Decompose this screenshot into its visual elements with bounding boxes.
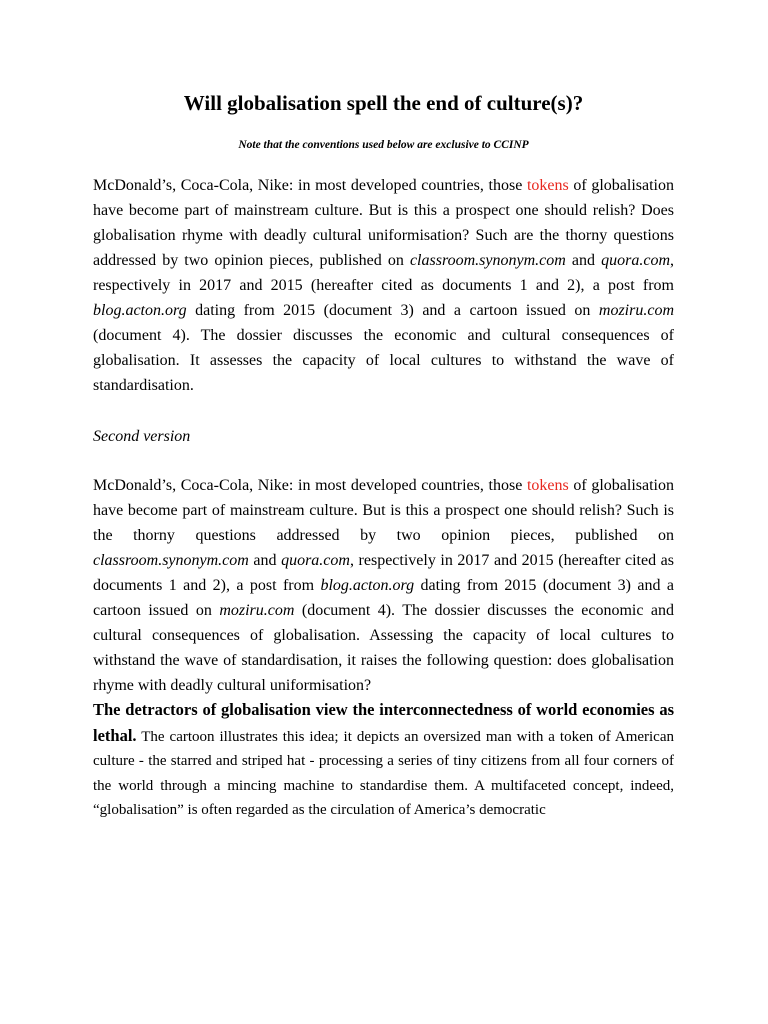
intro1-text-f: (document 4). The dossier discusses the economic and cultural consequences of globalisation. It assesses the capacity of local cultures to withstand the wave of standardisation. (93, 327, 674, 394)
intro2-text-e: dating from 2015 (document 3) and a cartoon issued on (93, 577, 675, 619)
source-quora: quora.com (601, 252, 670, 269)
document-title: Will globalisation spell the end of culture(s)? (183, 91, 584, 115)
body-paragraph-text: The cartoon illustrates this idea; it depicts an oversized man with a token of American culture - the starred and striped hat - processing a series of tiny citizens from all four corners of the world through a mincing machine to standardise them. A multifaceted concept, indeed, “globalisation” is often regarded as the circulation of America’s democratic (93, 728, 674, 818)
document-page (93, 88, 674, 823)
conventions-note: Note that the conventions used below are exclusive to CCINP (238, 139, 529, 151)
source-blog-acton: blog.acton.org (320, 577, 415, 594)
source-quora: quora.com (281, 552, 350, 569)
body-paragraph-detractors (93, 698, 674, 823)
intro1-text-e: dating from 2015 (document 3) and a cartoon issued on (186, 302, 599, 319)
source-moziru: moziru.com (219, 602, 295, 619)
source-classroom-synonym: classroom.synonym.com (409, 252, 566, 269)
intro2-text-a: McDonald’s, Coca-Cola, Nike: in most developed countries, those (93, 477, 527, 494)
intro1-text-c: and (565, 252, 602, 269)
intro2-text-b: of globalisation have become part of mainstream culture. But is this a prospect one should relish? Such is the thorny questions addressed by two opinion pieces, published on (93, 477, 675, 544)
intro1-text-a: McDonald’s, Coca-Cola, Nike: in most developed countries, those (93, 177, 527, 194)
intro1-text-b: of globalisation have become part of mainstream culture. But is this a prospect one should relish? Does globalisation rhyme with deadly cultural uniformisation? Such are the thorny questions addressed by two opinion pieces, published on (93, 177, 675, 269)
tokens-highlight: tokens (526, 177, 569, 194)
tokens-highlight: tokens (526, 477, 569, 494)
source-classroom-synonym: classroom.synonym.com (93, 552, 249, 569)
source-moziru: moziru.com (598, 302, 674, 319)
intro2-text-f: (document 4). The dossier discusses the economic and cultural consequences of globalisation. Assessing the capacity of local cultures to withstand the wave of standardisation, it raises the following question: does globalisation rhyme with deadly cultural uniformisation? (93, 602, 675, 694)
topic-sentence: The detractors of globalisation view the interconnectedness of world economies as lethal. (93, 700, 674, 745)
intro2-text-c: and (248, 552, 282, 569)
source-blog-acton: blog.acton.org (93, 302, 187, 319)
second-version-label: Second version (93, 428, 191, 445)
intro1-text-d: , respectively in 2017 and 2015 (hereafter cited as documents 1 and 2), a post from (93, 252, 674, 294)
intro2-text-d: , respectively in 2017 and 2015 (hereafter cited as documents 1 and 2), a post from (93, 552, 674, 594)
introduction-second-version (93, 473, 674, 698)
introduction-first-version (93, 173, 674, 398)
